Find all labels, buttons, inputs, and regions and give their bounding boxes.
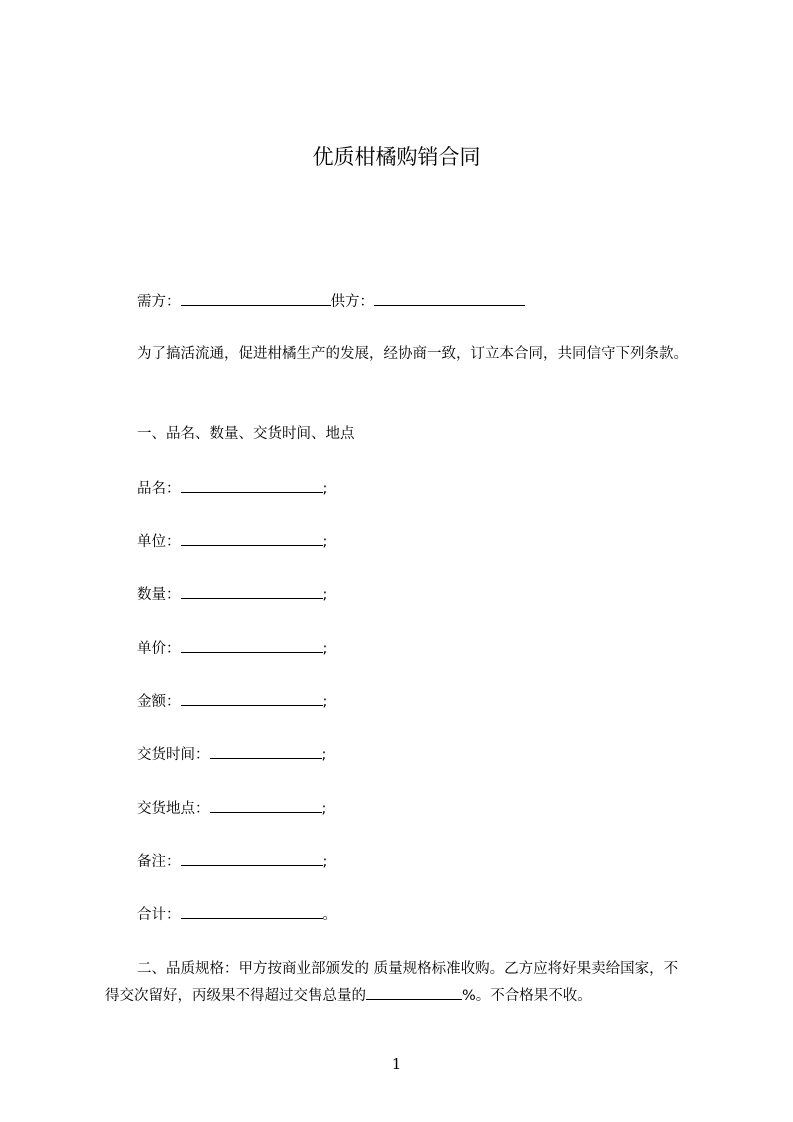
field-label: 交货时间：	[137, 747, 210, 763]
field-blank[interactable]	[181, 531, 323, 546]
field-end: ;	[322, 694, 328, 710]
field-blank[interactable]	[181, 478, 323, 493]
parties-line	[137, 291, 525, 312]
field-blank[interactable]	[181, 584, 323, 599]
field-blank[interactable]	[181, 638, 323, 653]
buyer-label: 需方：	[137, 294, 181, 310]
field-end: ;	[322, 641, 328, 657]
seller-label: 供方：	[330, 294, 374, 310]
seller-blank[interactable]	[374, 291, 525, 306]
section2-paragraph	[105, 956, 690, 1010]
grade-c-percent-blank[interactable]	[366, 985, 462, 1000]
field-end: ;	[322, 534, 328, 550]
field-delivery-place	[137, 798, 326, 819]
field-end: ;	[321, 747, 327, 763]
field-end: 。	[322, 907, 337, 923]
field-label: 交货地点：	[137, 801, 210, 817]
field-end: ;	[322, 854, 328, 870]
section2-text: 二、品质规格：甲方按商业部颁发的 质量规格标准收购。乙方应将好果卖给国家，不得交次留好，丙级果不得超过交售总量的	[105, 961, 679, 1004]
field-amount	[137, 691, 327, 712]
buyer-blank[interactable]	[181, 291, 331, 306]
field-end: ;	[322, 587, 328, 603]
field-label: 数量：	[137, 587, 181, 603]
field-label: 品名：	[137, 481, 181, 497]
field-end: ;	[322, 481, 328, 497]
field-total	[137, 904, 337, 925]
field-end: ;	[321, 801, 327, 817]
section2-text-end: %。不合格果不收。	[462, 988, 592, 1004]
field-remarks	[137, 851, 327, 872]
field-quantity	[137, 584, 327, 605]
field-delivery-time	[137, 744, 326, 765]
intro-paragraph: 为了搞活流通，促进柑橘生产的发展，经协商一致，订立本合同，共同信守下列条款。	[137, 346, 688, 362]
page-number: 1	[391, 1055, 402, 1073]
field-blank[interactable]	[181, 691, 323, 706]
field-blank[interactable]	[210, 798, 322, 813]
field-label: 金额：	[137, 694, 181, 710]
field-label: 合计：	[137, 907, 181, 923]
contract-title: 优质柑橘购销合同	[312, 145, 481, 169]
field-unit-price	[137, 638, 327, 659]
field-blank[interactable]	[181, 851, 323, 866]
field-unit	[137, 531, 327, 552]
field-label: 单价：	[137, 641, 181, 657]
field-blank[interactable]	[181, 904, 323, 919]
field-label: 备注：	[137, 854, 181, 870]
field-label: 单位：	[137, 534, 181, 550]
section1-heading: 一、品名、数量、交货时间、地点	[137, 426, 355, 442]
field-product-name	[137, 478, 327, 499]
field-blank[interactable]	[210, 744, 322, 759]
